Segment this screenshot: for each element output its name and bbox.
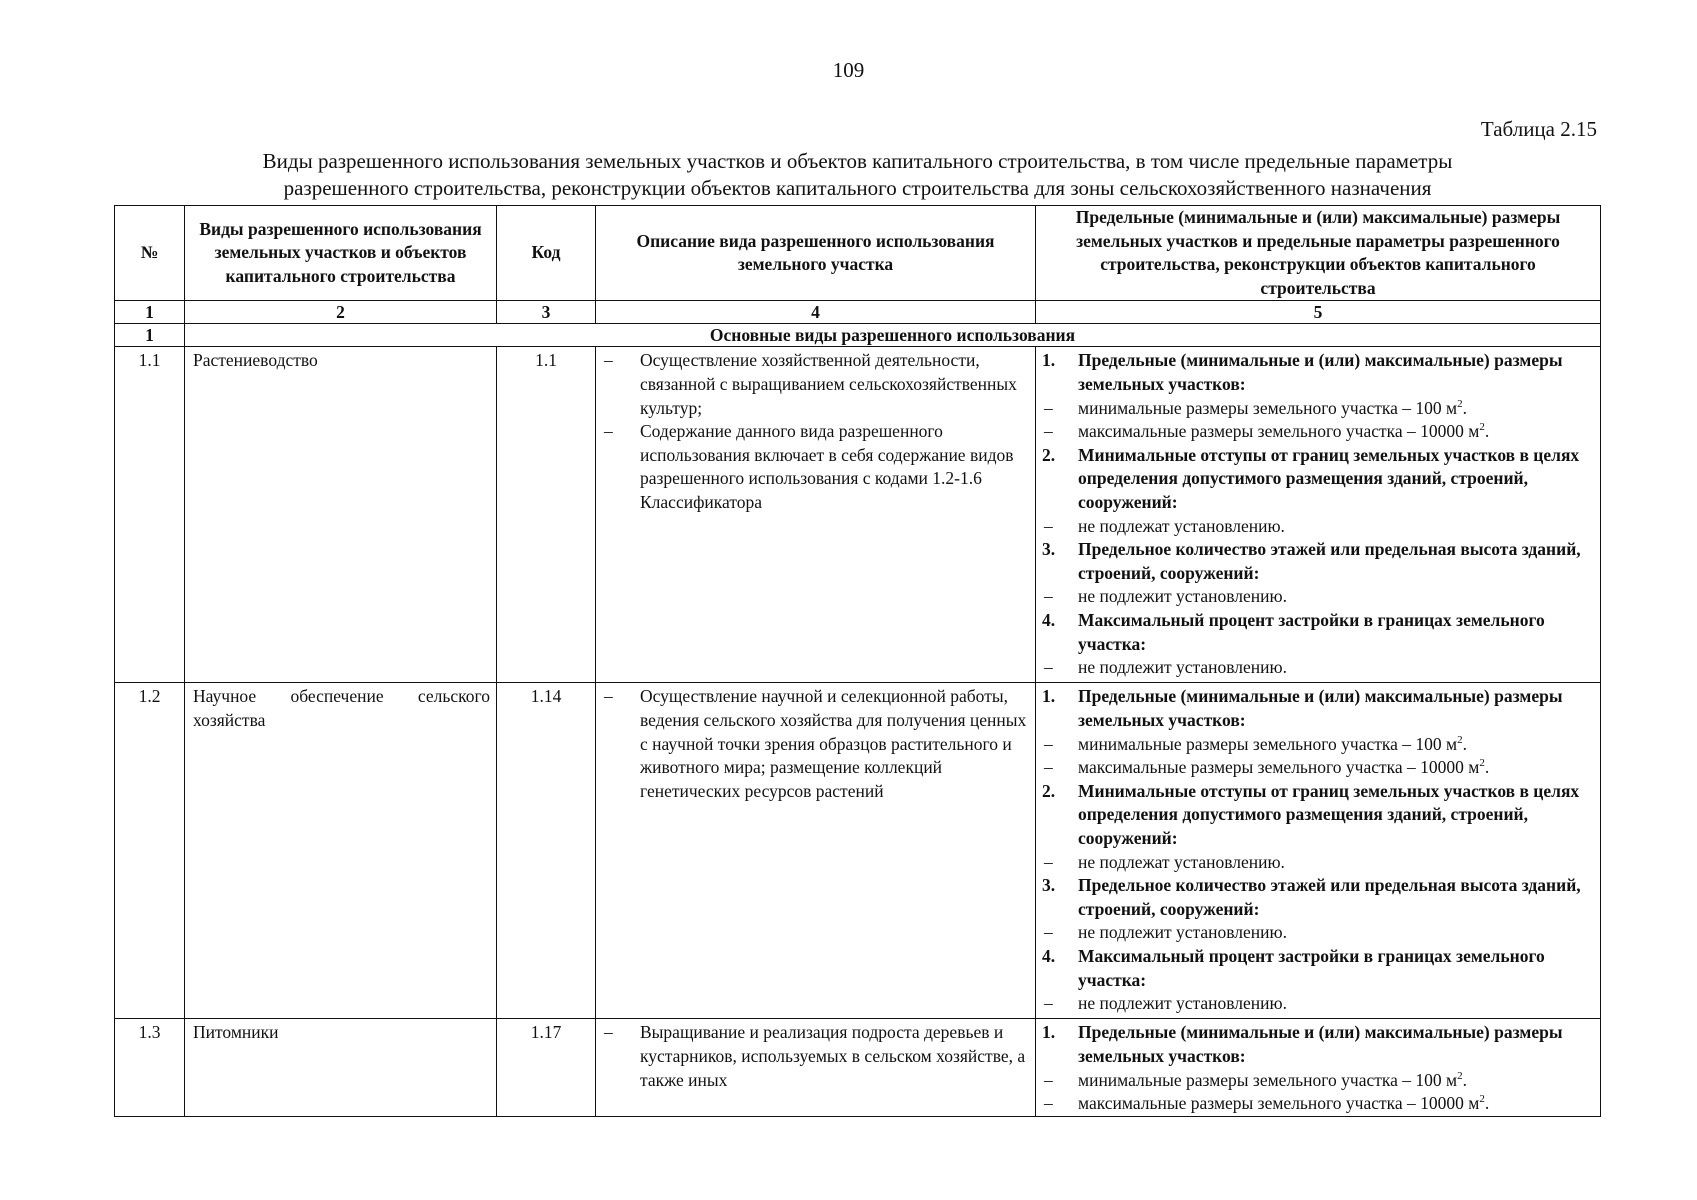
row-name: Научное обеспечение сельского хозяйства xyxy=(185,683,497,1019)
row-description xyxy=(596,683,1036,1019)
param-heading-text: Минимальные отступы от границ земельных участков в целях определения допустимого размещения зданий, строений, сооружений: xyxy=(1078,444,1580,512)
param-heading xyxy=(1042,780,1594,851)
column-number: 5 xyxy=(1036,301,1601,324)
description-text: Осуществление научной и селекционной работы, ведения сельского хозяйства для получения ценных с научной точки зрения образцов растительного и животного мира; размещение коллекций генетических ресурсов растений xyxy=(640,686,1027,801)
header-parameters: Предельные (минимальные и (или) максимальные) размеры земельных участков и предельные параметры разрешенного строительства, реконструкции объектов капитального строительства xyxy=(1036,206,1601,301)
param-heading xyxy=(1042,685,1594,732)
param-item-text: не подлежит установлению. xyxy=(1078,993,1287,1014)
dash-mark: – xyxy=(1044,515,1053,536)
row-number: 1.2 xyxy=(115,683,185,1019)
row-code: 1.14 xyxy=(497,683,596,1019)
param-value-end: . xyxy=(1484,421,1490,442)
dash-mark: – xyxy=(1044,733,1053,754)
page-number: 109 xyxy=(832,58,865,82)
param-heading xyxy=(1042,609,1594,656)
dash-mark: – xyxy=(1044,757,1053,778)
param-value: минимальные размеры земельного участка – 100 м xyxy=(1078,1069,1458,1090)
param-number: 3. xyxy=(1042,875,1056,896)
section-number: 1 xyxy=(115,324,185,347)
param-heading xyxy=(1042,945,1594,992)
superscript: 2 xyxy=(1479,757,1485,770)
param-value-end: . xyxy=(1462,733,1467,754)
param-heading xyxy=(1042,1021,1594,1068)
superscript: 2 xyxy=(1479,421,1485,434)
param-item xyxy=(1042,420,1594,444)
description-text: Содержание данного вида разрешенного использования включает в себя содержание видов разрешенного использования с кодами 1.2-1.6 Классификатора xyxy=(640,421,1014,512)
row-parameters xyxy=(1036,347,1601,683)
param-item-text xyxy=(1078,1069,1594,1093)
column-number-row xyxy=(115,301,1601,324)
header-code: Код xyxy=(497,206,596,301)
param-value-end: . xyxy=(1484,1093,1490,1114)
param-number: 4. xyxy=(1042,609,1056,630)
param-item-text: не подлежит установлению. xyxy=(1078,586,1287,607)
dash-mark: – xyxy=(604,1022,613,1043)
description-text: Выращивание и реализация подроста деревьев и кустарников, используемых в сельском хозяйстве, а также иных xyxy=(640,1022,1026,1090)
param-heading-text: Минимальные отступы от границ земельных участков в целях определения допустимого размещения зданий, строений, сооружений: xyxy=(1078,780,1580,848)
dash-mark: – xyxy=(1044,922,1053,943)
column-number: 1 xyxy=(115,301,185,324)
row-name: Растениеводство xyxy=(185,347,497,683)
param-heading-text: Предельные (минимальные и (или) максимальные) размеры земельных участков: xyxy=(1078,686,1563,730)
header-row xyxy=(115,206,1601,301)
description-item xyxy=(604,420,1027,514)
table-row xyxy=(115,1019,1601,1116)
dash-mark: – xyxy=(604,350,613,371)
dash-mark: – xyxy=(1044,993,1053,1014)
row-description xyxy=(596,1019,1036,1116)
section-title: Основные виды разрешенного использования xyxy=(185,324,1601,347)
param-item xyxy=(1042,585,1594,609)
dash-mark: – xyxy=(1044,1093,1053,1114)
param-number: 3. xyxy=(1042,539,1056,560)
param-item xyxy=(1042,1069,1594,1093)
row-code: 1.1 xyxy=(497,347,596,683)
param-item-text: не подлежит установлению. xyxy=(1078,657,1287,678)
row-parameters xyxy=(1036,1019,1601,1116)
param-heading-text: Предельное количество этажей или предельная высота зданий, строений, сооружений: xyxy=(1078,875,1581,919)
param-number: 2. xyxy=(1042,780,1056,801)
dash-mark: – xyxy=(1044,657,1053,678)
description-text: Осуществление хозяйственной деятельности, связанной с выращиванием сельскохозяйственных культур; xyxy=(640,350,1017,418)
param-item-text xyxy=(1078,397,1594,421)
dash-mark: – xyxy=(1044,586,1053,607)
param-value-end: . xyxy=(1484,757,1490,778)
param-value: максимальные размеры земельного участка – 10000 м xyxy=(1078,757,1480,778)
param-item xyxy=(1042,515,1594,539)
table-title xyxy=(115,148,1600,202)
param-number: 1. xyxy=(1042,686,1056,707)
param-item xyxy=(1042,921,1594,945)
header-name: Виды разрешенного использования земельных участков и объектов капитального строительства xyxy=(185,206,497,301)
param-heading-text: Максимальный процент застройки в границах земельного участка: xyxy=(1078,609,1545,654)
param-item-text: не подлежат установлению. xyxy=(1078,851,1285,872)
row-name: Питомники xyxy=(185,1019,497,1116)
table-title-line: разрешенного строительства, реконструкции объектов капитального строительства для зоны сельскохозяйственного назначения xyxy=(283,176,1432,200)
param-value-end: . xyxy=(1462,397,1467,418)
table-label: Таблица 2.15 xyxy=(1480,117,1597,141)
dash-mark: – xyxy=(1044,397,1053,418)
param-item xyxy=(1042,992,1594,1016)
param-heading xyxy=(1042,874,1594,921)
superscript: 2 xyxy=(1457,1069,1463,1082)
header-no: № xyxy=(115,206,185,301)
row-parameters xyxy=(1036,683,1601,1019)
param-number: 4. xyxy=(1042,945,1056,966)
row-description xyxy=(596,347,1036,683)
param-heading-text: Предельные (минимальные и (или) максимальные) размеры земельных участков: xyxy=(1078,1022,1563,1066)
param-heading-text: Предельные (минимальные и (или) максимальные) размеры земельных участков: xyxy=(1078,350,1563,394)
param-item-text xyxy=(1078,420,1594,444)
dash-mark: – xyxy=(1044,421,1053,442)
table-row xyxy=(115,347,1601,683)
param-value: минимальные размеры земельного участка – 100 м xyxy=(1078,733,1458,754)
param-value-end: . xyxy=(1462,1069,1467,1090)
param-item-text: не подлежит установлению. xyxy=(1078,922,1287,943)
param-item-text xyxy=(1078,1092,1594,1116)
param-number: 2. xyxy=(1042,444,1056,465)
row-number: 1.1 xyxy=(115,347,185,683)
row-code: 1.17 xyxy=(497,1019,596,1116)
row-number: 1.3 xyxy=(115,1019,185,1116)
dash-mark: – xyxy=(604,421,613,442)
param-heading xyxy=(1042,538,1594,585)
param-number: 1. xyxy=(1042,1022,1056,1043)
superscript: 2 xyxy=(1457,733,1463,746)
table-row xyxy=(115,683,1601,1019)
param-number: 1. xyxy=(1042,350,1056,371)
param-heading-text: Максимальный процент застройки в границах земельного участка: xyxy=(1078,945,1545,990)
param-item xyxy=(1042,656,1594,680)
dash-mark: – xyxy=(604,686,613,707)
param-item-text xyxy=(1078,733,1594,757)
param-item xyxy=(1042,1092,1594,1116)
column-number: 4 xyxy=(596,301,1036,324)
description-item xyxy=(604,1021,1027,1092)
param-item xyxy=(1042,851,1594,875)
column-number: 2 xyxy=(185,301,497,324)
header-description: Описание вида разрешенного использования земельного участка xyxy=(596,206,1036,301)
description-item xyxy=(604,685,1027,803)
param-item-text xyxy=(1078,756,1594,780)
superscript: 2 xyxy=(1457,397,1463,410)
dash-mark: – xyxy=(1044,851,1053,872)
param-item xyxy=(1042,397,1594,421)
dash-mark: – xyxy=(1044,1069,1053,1090)
description-item xyxy=(604,349,1027,420)
regulations-table xyxy=(114,205,1601,1117)
param-item xyxy=(1042,733,1594,757)
param-item-text: не подлежат установлению. xyxy=(1078,515,1285,536)
superscript: 2 xyxy=(1479,1093,1485,1106)
table-title-line: Виды разрешенного использования земельных участков и объектов капитального строительства, в том числе предельные параметры xyxy=(262,149,1453,173)
param-heading xyxy=(1042,444,1594,515)
param-value: максимальные размеры земельного участка – 10000 м xyxy=(1078,1093,1480,1114)
param-item xyxy=(1042,756,1594,780)
param-value: максимальные размеры земельного участка – 10000 м xyxy=(1078,421,1480,442)
column-number: 3 xyxy=(497,301,596,324)
param-heading xyxy=(1042,349,1594,396)
param-heading-text: Предельное количество этажей или предельная высота зданий, строений, сооружений: xyxy=(1078,539,1581,583)
section-row xyxy=(115,324,1601,347)
param-value: минимальные размеры земельного участка – 100 м xyxy=(1078,397,1458,418)
